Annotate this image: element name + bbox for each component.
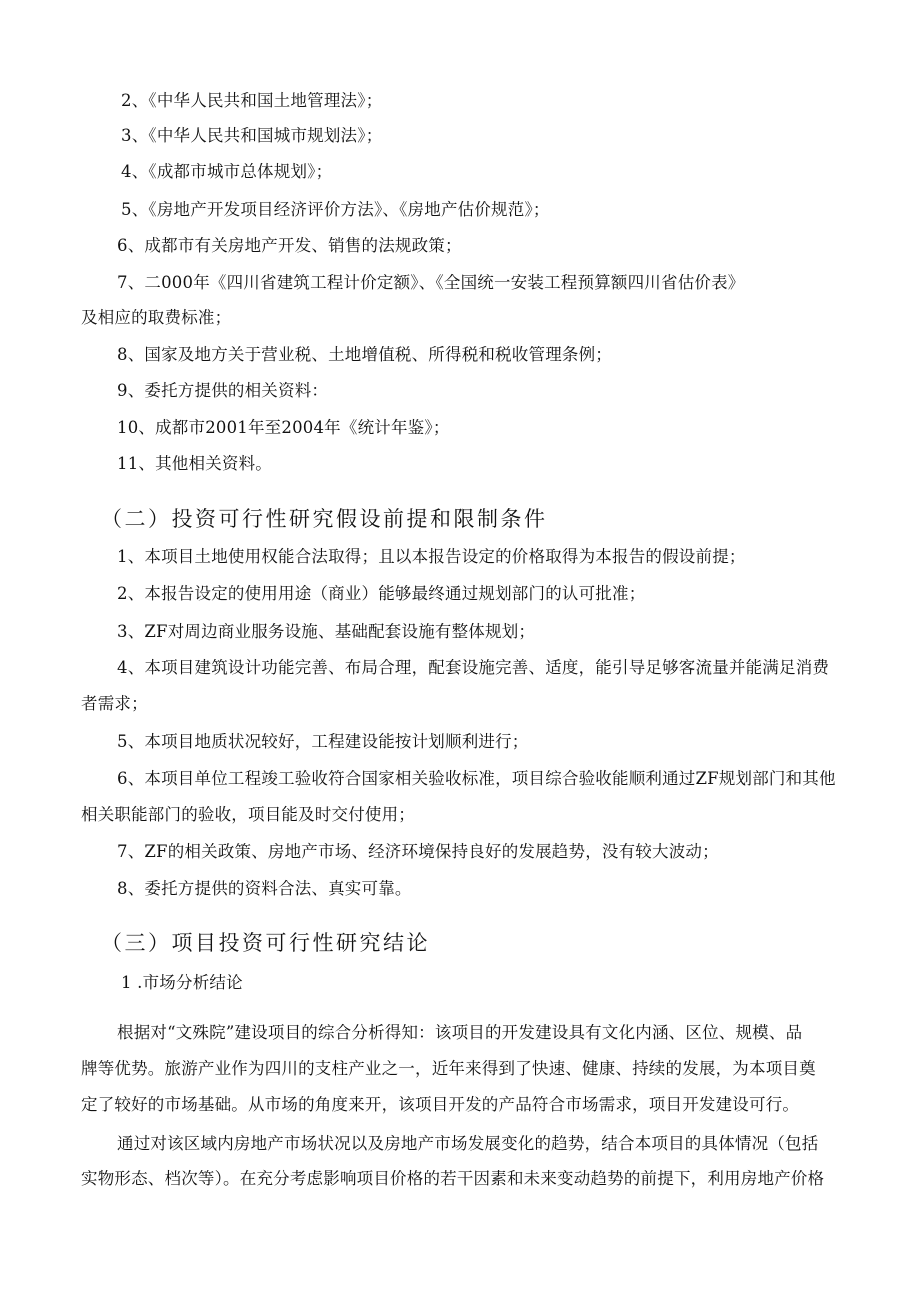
assumption-3: 3、ZF对周边商业服务设施、基础配套设施有整体规划；: [117, 622, 536, 641]
basis-item-11: 11、其他相关资料。: [117, 454, 272, 473]
basis-item-4: 4、《成都市城市总体规划》；: [121, 162, 333, 181]
basis-item-7-cont: 及相应的取费标准；: [81, 308, 232, 327]
assumption-7: 7、ZF的相关政策、房地产市场、经济环境保持良好的发展趋势，没有较大波动；: [117, 842, 719, 861]
conclusion-para-1-line-3: 定了较好的市场基础。从市场的角度来开，该项目开发的产品符合市场需求，项目开发建设可行。: [81, 1095, 800, 1114]
assumption-6: 6、本项目单位工程竣工验收符合国家相关验收标准，项目综合验收能顺利通过ZF规划部门和其他: [117, 769, 836, 788]
section-heading-assumptions: （二）投资可行性研究假设前提和限制条件: [101, 507, 548, 531]
assumption-2: 2、本报告设定的使用用途（商业）能够最终通过规划部门的认可批准；: [117, 584, 646, 603]
basis-item-5: 5、《房地产开发项目经济评价方法》、《房地产估价规范》；: [121, 200, 550, 219]
basis-item-8: 8、国家及地方关于营业税、土地增值税、所得税和税收管理条例；: [117, 345, 612, 364]
basis-item-7: 7、二000年《四川省建筑工程计价定额》、《全国统一安装工程预算额四川省估价表》: [117, 273, 745, 292]
sub-heading-market-analysis: 1 .市场分析结论: [121, 973, 243, 992]
conclusion-para-2-line-1: 通过对该区域内房地产市场状况以及房地产市场发展变化的趋势，结合本项目的具体情况（包括: [117, 1134, 819, 1153]
assumption-4-cont: 者需求；: [81, 694, 148, 713]
basis-item-6: 6、成都市有关房地产开发、销售的法规政策；: [117, 236, 462, 255]
conclusion-para-2-line-2: 实物形态、档次等）。在充分考虑影响项目价格的若干因素和未来变动趋势的前提下，利用房地产价格: [81, 1169, 825, 1188]
assumption-8: 8、委托方提供的资料合法、真实可靠。: [117, 879, 412, 898]
basis-item-3: 3、《中华人民共和国城市规划法》；: [121, 126, 383, 145]
section-heading-conclusion: （三）项目投资可行性研究结论: [101, 931, 430, 955]
assumption-4: 4、本项目建筑设计功能完善、布局合理，配套设施完善、适度，能引导足够客流量并能满足消费: [117, 658, 830, 677]
conclusion-para-1-line-2: 牌等优势。旅游产业作为四川的支柱产业之一，近年来得到了快速、健康、持续的发展，为本项目奠: [81, 1059, 816, 1078]
assumption-5: 5、本项目地质状况较好，工程建设能按计划顺利进行；: [117, 732, 529, 751]
assumption-1: 1、本项目土地使用权能合法取得；且以本报告设定的价格取得为本报告的假设前提；: [117, 547, 746, 566]
basis-item-2: 2、《中华人民共和国土地管理法》；: [121, 91, 383, 110]
basis-item-10: 10、成都市2001年至2004年《统计年鉴》；: [117, 418, 450, 437]
conclusion-para-1-line-1: 根据对“文殊院”建设项目的综合分析得知：该项目的开发建设具有文化内涵、区位、规模、品: [117, 1023, 803, 1042]
assumption-6-cont: 相关职能部门的验收，项目能及时交付使用；: [81, 805, 415, 824]
basis-item-9: 9、委托方提供的相关资料：: [117, 381, 329, 400]
